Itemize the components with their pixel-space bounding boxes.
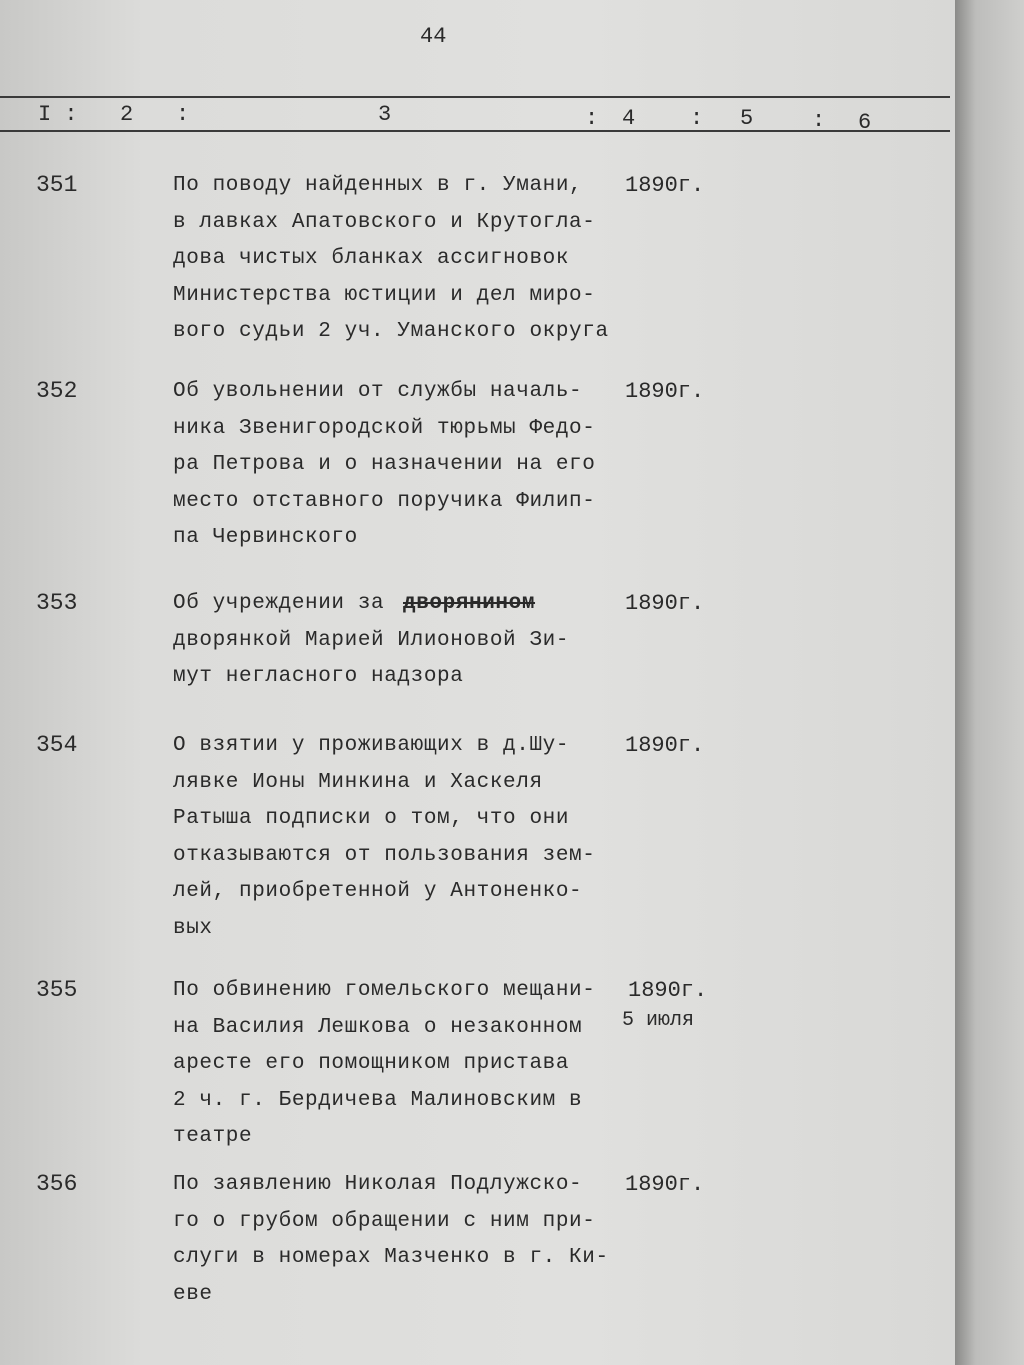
column-header: 2 [120, 102, 134, 127]
column-header: 5 [740, 106, 754, 131]
column-header: 6 [858, 110, 872, 135]
overstruck-word: дворянином [403, 592, 536, 615]
column-header: : [176, 102, 190, 127]
entry-text-line: слуги в номерах Мазченко в г. Ки- [173, 1246, 609, 1269]
column-header: 4 [622, 106, 636, 131]
entry-text-line: Об увольнении от службы началь- [173, 380, 583, 403]
entry-number: 355 [36, 977, 78, 1003]
header-rule-bottom [0, 130, 950, 132]
entry-date: 1890г. [625, 591, 705, 616]
entry-text-line: По обвинению гомельского мещани- [173, 979, 596, 1002]
entry-date-detail: 5 июля [622, 1009, 695, 1032]
header-rule-top [0, 96, 950, 98]
entry-number: 356 [36, 1171, 78, 1197]
entry-text-line: лей, приобретенной у Антоненко- [173, 880, 583, 903]
entry-date: 1890г. [625, 733, 705, 758]
column-header: : [690, 106, 704, 131]
entry-text-line: место отставного поручика Филип- [173, 489, 596, 513]
entry-date: 1890г. [628, 978, 708, 1003]
entry-number: 354 [36, 732, 78, 758]
entry-text-line: па Червинского [173, 526, 358, 549]
entry-number: 351 [36, 172, 78, 198]
entry-text-line: По заявлению Николая Подлужско- [173, 1173, 583, 1196]
entry-text-line: дворянкой Марией Илионовой Зи- [173, 628, 570, 652]
entry-text-line: мут негласного надзора [173, 665, 464, 688]
entry-date: 1890г. [625, 379, 705, 404]
entry-text-line: в лавках Апатовского и Крутогла- [173, 210, 596, 234]
entry-text-line: дова чистых бланках ассигновок [173, 247, 570, 270]
entry-text-line: на Василия Лешкова о незаконном [173, 1015, 583, 1039]
entry-number: 352 [36, 378, 78, 404]
entry-text-line: Министерства юстиции и дел миро- [173, 283, 596, 307]
entry-text-line: еве [173, 1282, 213, 1306]
entry-text-line: вых [173, 916, 213, 940]
column-header: I : [38, 102, 78, 127]
entry-text-line: аресте его помощником пристава [173, 1052, 570, 1075]
entry-number: 353 [36, 590, 78, 616]
entry-text-line: отказываются от пользования зем- [173, 843, 596, 867]
entry-text-line: Об учреждении за [173, 592, 385, 615]
entry-text-line: ра Петрова и о назначении на его [173, 453, 596, 476]
page-number: 44 [420, 24, 447, 49]
column-header: 3 [378, 102, 392, 127]
entry-date: 1890г. [625, 1172, 705, 1197]
column-header: : [812, 108, 826, 133]
entry-text-line: 2 ч. г. Бердичева Малиновским в [173, 1088, 583, 1112]
page-edge [955, 0, 1024, 1365]
column-header: : [585, 106, 599, 131]
entry-text-line: По поводу найденных в г. Умани, [173, 174, 583, 197]
entry-text-line: вого судьи 2 уч. Уманского округа [173, 320, 609, 343]
entry-text-line: ника Звенигородской тюрьмы Федо- [173, 416, 596, 440]
entry-text-line: театре [173, 1125, 253, 1148]
entry-text-line: го о грубом обращении с ним при- [173, 1209, 596, 1233]
entry-text-line: лявке Ионы Минкина и Хаскеля [173, 770, 543, 794]
entry-date: 1890г. [625, 173, 705, 198]
entry-text-line: О взятии у проживающих в д.Шу- [173, 734, 570, 757]
entry-text-line: Ратыша подписки о том, что они [173, 807, 570, 830]
